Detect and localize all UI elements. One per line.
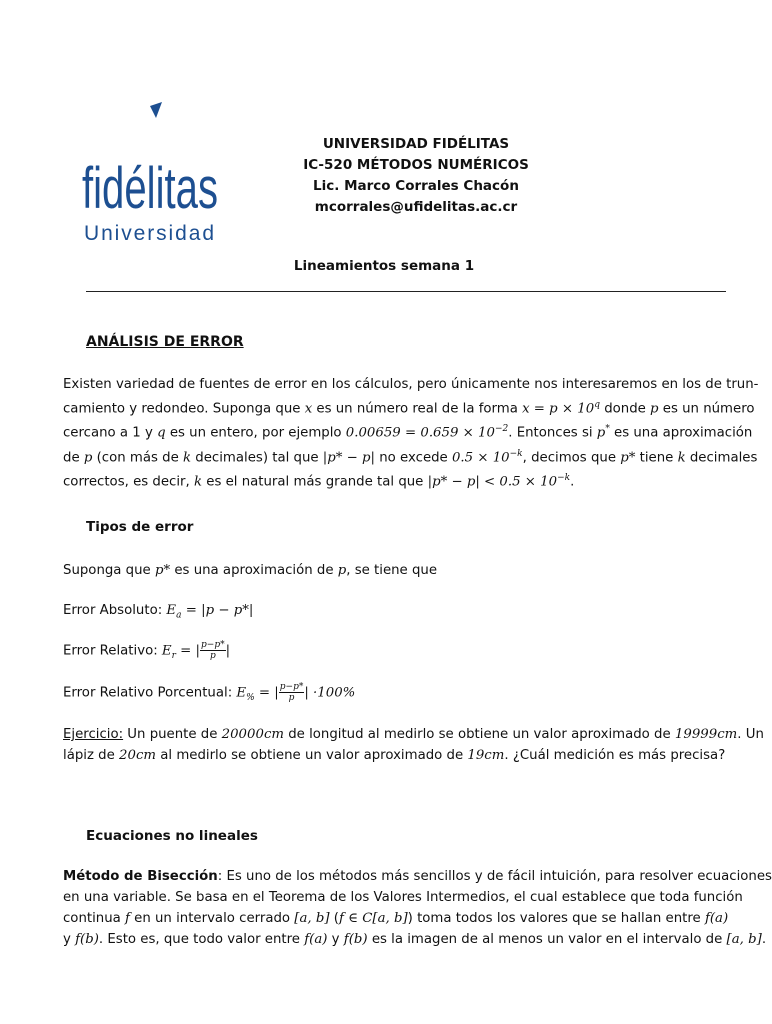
- intro-line: camiento y redondeo. Suponga que x es un número real de la forma $x = p \times 10^q$ donde p es un número: [63, 400, 755, 417]
- intro-paragraph: [63, 374, 759, 493]
- relative-error-formula: Error Relativo: $E_r$ = | $\frac{p-p*}{p}$ |: [63, 640, 231, 662]
- bisection-term: Método de Bisección: [63, 869, 218, 884]
- university-name: UNIVERSIDAD FIDÉLITAS: [322, 136, 510, 152]
- bisection-line: y f(b). Esto es, que todo valor entre f(a) y f(b) es la imagen de al menos un valor en el intervalo de [a, b].: [63, 932, 767, 947]
- course-name: IC-520 MÉTODOS NUMÉRICOS: [303, 157, 529, 173]
- instructor-name: Lic. Marco Corrales Chacón: [313, 178, 519, 194]
- percent-error-formula: Error Relativo Porcentual: $E_{\%}$ = | $\frac{p-p*}{p}$ | ·100%: [63, 682, 356, 704]
- bisection-line: continua f en un intervalo cerrado [a, b] (f ∈ C[a, b]) toma todos los valores que se hallan entre f(a): [63, 911, 729, 926]
- bisection-paragraph: [63, 866, 772, 950]
- intro-line: Existen variedad de fuentes de error en los cálculos, pero únicamente nos interesaremos en los de trun-: [63, 377, 759, 392]
- exercise-label: Ejercicio:: [63, 727, 124, 742]
- percent-error-fraction: $\frac{p-p*}{p}$: [279, 682, 304, 703]
- exercise-line: lápiz de 20cm al medirlo se obtiene un valor aproximado de 19cm. ¿Cuál medición es más precisa?: [63, 748, 726, 763]
- university-logo: [82, 100, 222, 245]
- intro-line: de p (con más de k decimales) tal que |p* − p| no excede $0.5 \times 10^{-k}$, decimos que p* tiene k decimales: [63, 448, 758, 466]
- document-subtitle: Lineamientos semana 1: [293, 258, 475, 274]
- error-types-title: Tipos de error: [86, 519, 194, 535]
- exercise-paragraph: [63, 724, 764, 766]
- logo-wordmark: fidélitas: [82, 156, 218, 221]
- nonlinear-equations-title: Ecuaciones no lineales: [86, 828, 258, 844]
- logo-subtext: Universidad: [84, 222, 218, 245]
- bisection-line: Método de Bisección: Es uno de los métodos más sencillos y de fácil intuición, para resolver ecuaciones: [63, 869, 772, 884]
- exercise-line: Ejercicio: Un puente de 20000cm de longitud al medirlo se obtiene un valor aproximado de 19999cm. Un: [63, 727, 764, 742]
- bisection-line: en una variable. Se basa en el Teorema de los Valores Intermedios, el cual establece que toda función: [63, 890, 743, 905]
- error-types-intro: Suponga que p* es una aproximación de p, se tiene que: [63, 563, 438, 578]
- absolute-error-formula: Error Absoluto: $E_a = |p - p*|$: [63, 603, 254, 621]
- relative-error-fraction: $\frac{p-p*}{p}$: [201, 640, 225, 661]
- document-header: [256, 134, 576, 218]
- intro-line: cercano a 1 y q es un entero, por ejemplo $0.00659 = 0.659 \times 10^{-2}$. Entonces si p* es una aproximación: [63, 424, 753, 441]
- intro-line: correctos, es decir, k es el natural más grande tal que $|p* - p| < 0.5 \times 10^{-k}$.: [63, 473, 575, 490]
- section-title: ANÁLISIS DE ERROR: [86, 334, 244, 350]
- header-divider: [86, 291, 726, 292]
- instructor-email: mcorrales@ufidelitas.ac.cr: [314, 199, 518, 215]
